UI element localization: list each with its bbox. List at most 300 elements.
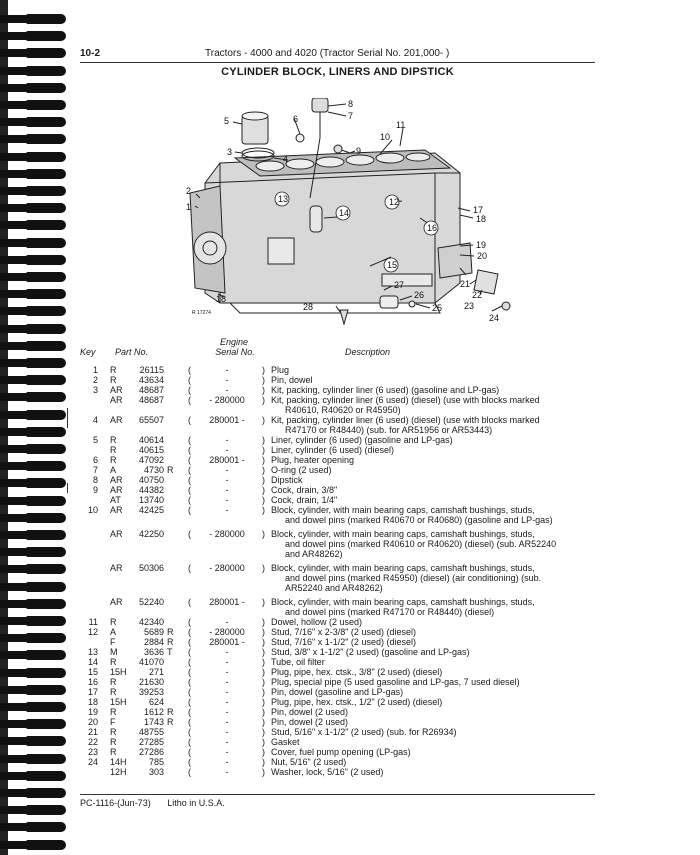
part-prefix-cell: AR bbox=[110, 597, 123, 607]
paren-open: ( bbox=[188, 627, 191, 637]
serial-value: - 280000 bbox=[209, 627, 245, 637]
description-cell: Plug, pipe, hex. ctsk., 3/8" (2 used) (diesel) bbox=[271, 667, 443, 677]
table-row bbox=[80, 465, 600, 475]
binding-coil bbox=[26, 719, 66, 729]
page-header bbox=[80, 48, 595, 62]
paren-close: ) bbox=[262, 717, 265, 727]
key-cell: 16 bbox=[87, 677, 98, 687]
part-number-cell: 624 bbox=[148, 697, 164, 707]
part-number-cell: 39253 bbox=[138, 687, 164, 697]
figure-id: R 17274 bbox=[192, 310, 211, 316]
serial-value: - bbox=[225, 385, 229, 395]
paren-close: ) bbox=[262, 395, 265, 405]
part-prefix-cell: A bbox=[110, 465, 117, 475]
paren-close: ) bbox=[262, 657, 265, 667]
description-cell: Stud, 7/16" x 2-3/8" (2 used) (diesel) bbox=[271, 627, 416, 637]
table-row-continuation bbox=[80, 607, 600, 617]
part-prefix-cell: R bbox=[110, 687, 117, 697]
paren-open: ( bbox=[188, 657, 191, 667]
binding-coil bbox=[26, 668, 66, 678]
table-row bbox=[80, 757, 600, 767]
part-prefix-cell: 15H bbox=[110, 697, 127, 707]
table-row bbox=[80, 667, 600, 677]
part-number-cell: 3636 bbox=[143, 647, 164, 657]
part-prefix-cell: 14H bbox=[110, 757, 127, 767]
key-cell: 19 bbox=[87, 707, 98, 717]
col-serial-no: Serial No. bbox=[215, 347, 255, 357]
binding-coil bbox=[26, 203, 66, 213]
part-prefix-cell: AR bbox=[110, 395, 123, 405]
table-row-continuation bbox=[80, 549, 600, 559]
part-number-cell: 48755 bbox=[138, 727, 164, 737]
part-prefix-cell: R bbox=[110, 677, 117, 687]
callout-20: 20 bbox=[477, 251, 488, 261]
paren-open: ( bbox=[188, 597, 191, 607]
key-cell: 20 bbox=[87, 717, 98, 727]
part-prefix-cell: 12H bbox=[110, 767, 127, 777]
description-cell: Liner, cylinder (6 used) (diesel) bbox=[271, 445, 395, 455]
serial-value: - bbox=[225, 365, 229, 375]
callout-4: 4 bbox=[283, 154, 289, 164]
binding-coil bbox=[26, 461, 66, 471]
binding-coil bbox=[26, 564, 66, 574]
serial-value: - bbox=[225, 475, 229, 485]
serial-value: - bbox=[225, 495, 229, 505]
table-row bbox=[80, 767, 600, 777]
serial-value: - bbox=[225, 465, 229, 475]
paren-close: ) bbox=[262, 707, 265, 717]
paren-open: ( bbox=[188, 365, 191, 375]
part-number-cell: 48687 bbox=[138, 395, 164, 405]
paren-open: ( bbox=[188, 385, 191, 395]
table-row bbox=[80, 707, 600, 717]
part-prefix-cell: F bbox=[110, 637, 116, 647]
table-row bbox=[80, 563, 600, 573]
binding-coil bbox=[26, 496, 66, 506]
paren-open: ( bbox=[188, 717, 191, 727]
serial-value: - bbox=[225, 707, 229, 717]
callout-2: 2 bbox=[186, 186, 192, 196]
part-suffix-cell: R bbox=[167, 465, 174, 475]
paren-open: ( bbox=[188, 505, 191, 515]
serial-value: 280001 - bbox=[209, 597, 245, 607]
part-prefix-cell: R bbox=[110, 375, 117, 385]
paren-open: ( bbox=[188, 637, 191, 647]
part-prefix-cell: AR bbox=[110, 529, 123, 539]
page-number: 10-2 bbox=[80, 48, 101, 59]
description-cell: Stud, 7/16" x 1-1/2" (2 used) (diesel) bbox=[271, 637, 416, 647]
table-row bbox=[80, 445, 600, 455]
part-prefix-cell: AR bbox=[110, 475, 123, 485]
callout-28: 28 bbox=[303, 302, 314, 312]
part-prefix-cell: R bbox=[110, 707, 117, 717]
part-prefix-cell: R bbox=[110, 747, 117, 757]
key-cell: 23 bbox=[87, 747, 98, 757]
part-number-cell: 40750 bbox=[138, 475, 164, 485]
paren-close: ) bbox=[262, 647, 265, 657]
serial-value: 280001 - bbox=[209, 455, 245, 465]
exploded-parts-diagram bbox=[160, 98, 520, 333]
callout-13: 13 bbox=[278, 194, 289, 204]
binding-coil bbox=[26, 100, 66, 110]
description-cell: Dowel, hollow (2 used) bbox=[271, 617, 363, 627]
callout-1: 1 bbox=[186, 202, 192, 212]
callout-25: 25 bbox=[432, 303, 443, 313]
paren-open: ( bbox=[188, 647, 191, 657]
table-row bbox=[80, 727, 600, 737]
part-number-cell: 27286 bbox=[138, 747, 164, 757]
part-number-cell: 5689 bbox=[143, 627, 164, 637]
paren-close: ) bbox=[262, 505, 265, 515]
binding-coil bbox=[26, 392, 66, 402]
col-key: Key bbox=[80, 347, 96, 357]
paren-open: ( bbox=[188, 737, 191, 747]
callout-27: 27 bbox=[394, 280, 405, 290]
part-number-cell: 785 bbox=[148, 757, 164, 767]
binding-coil bbox=[26, 306, 66, 316]
description-cell: Cover, fuel pump opening (LP-gas) bbox=[271, 747, 411, 757]
part-number-cell: 65507 bbox=[138, 415, 164, 425]
serial-value: - bbox=[225, 435, 229, 445]
footer-litho: Litho in U.S.A. bbox=[167, 798, 225, 808]
key-cell: 24 bbox=[87, 757, 98, 767]
part-number-cell: 42250 bbox=[138, 529, 164, 539]
callout-6: 6 bbox=[293, 114, 299, 124]
binding-coil bbox=[26, 358, 66, 368]
part-number-cell: 52240 bbox=[138, 597, 164, 607]
binding-coil bbox=[26, 788, 66, 798]
description-cell: Pin, dowel bbox=[271, 375, 313, 385]
binding-coil bbox=[26, 616, 66, 626]
serial-value: - bbox=[225, 505, 229, 515]
table-row bbox=[80, 687, 600, 697]
description-cell: Plug, heater opening bbox=[271, 455, 355, 465]
description-cell: Dipstick bbox=[271, 475, 303, 485]
key-cell: 2 bbox=[92, 375, 98, 385]
binding-coil bbox=[26, 83, 66, 93]
table-row bbox=[80, 737, 600, 747]
binding-coil bbox=[26, 822, 66, 832]
paren-close: ) bbox=[262, 627, 265, 637]
part-prefix-cell: R bbox=[110, 435, 117, 445]
binding-coil bbox=[26, 530, 66, 540]
table-row bbox=[80, 485, 600, 495]
binding-coil bbox=[26, 289, 66, 299]
description-cell: Pin, dowel (2 used) bbox=[271, 717, 349, 727]
key-cell: 3 bbox=[92, 385, 98, 395]
paren-close: ) bbox=[262, 529, 265, 539]
part-prefix-cell: AR bbox=[110, 505, 123, 515]
key-cell: 5 bbox=[92, 435, 98, 445]
table-row bbox=[80, 717, 600, 727]
paren-close: ) bbox=[262, 465, 265, 475]
key-cell: 8 bbox=[92, 475, 98, 485]
binding-coil bbox=[26, 324, 66, 334]
table-row bbox=[80, 529, 600, 539]
binding-coil bbox=[26, 238, 66, 248]
description-cell: Plug, special pipe (5 used gasoline and LP-gas, 7 used diesel) bbox=[271, 677, 520, 687]
paren-open: ( bbox=[188, 455, 191, 465]
binding-coil bbox=[26, 754, 66, 764]
part-number-cell: 26115 bbox=[139, 365, 164, 375]
callout-26: 26 bbox=[414, 290, 425, 300]
callout-8: 8 bbox=[348, 99, 354, 109]
col-engine: Engine bbox=[219, 337, 249, 347]
binding-coil bbox=[26, 478, 66, 488]
part-number-cell: 50306 bbox=[138, 563, 164, 573]
table-row bbox=[80, 495, 600, 505]
description-cell: Gasket bbox=[271, 737, 300, 747]
paren-close: ) bbox=[262, 767, 265, 777]
part-number-cell: 47092 bbox=[138, 455, 164, 465]
serial-value: - bbox=[225, 747, 229, 757]
part-prefix-cell: AT bbox=[110, 495, 121, 505]
binding-coil bbox=[26, 66, 66, 76]
serial-value: - bbox=[225, 647, 229, 657]
description-cell: Plug bbox=[271, 365, 290, 375]
table-row bbox=[80, 415, 600, 425]
paren-open: ( bbox=[188, 747, 191, 757]
paren-open: ( bbox=[188, 757, 191, 767]
description-cell: Block, cylinder, with main bearing caps, camshaft bushings, studs, bbox=[271, 597, 535, 607]
serial-value: - bbox=[225, 657, 229, 667]
table-row bbox=[80, 505, 600, 515]
part-number-cell: 43634 bbox=[138, 375, 164, 385]
page-footer bbox=[80, 798, 225, 808]
header-title: Tractors - 4000 and 4020 (Tractor Serial No. 201,000- ) bbox=[205, 48, 450, 59]
table-row bbox=[80, 617, 600, 627]
paren-open: ( bbox=[188, 667, 191, 677]
description-continuation: R40610, R40620 or R45950) bbox=[285, 405, 401, 415]
description-cell: Kit, packing, cylinder liner (6 used) (gasoline and LP-gas) bbox=[271, 385, 500, 395]
serial-value: - bbox=[225, 717, 229, 727]
part-number-cell: 48687 bbox=[138, 385, 164, 395]
description-cell: Stud, 3/8" x 1-1/2" (2 used) (gasoline and LP-gas) bbox=[271, 647, 470, 657]
part-prefix-cell: R bbox=[110, 737, 117, 747]
paren-open: ( bbox=[188, 395, 191, 405]
serial-value: - bbox=[225, 767, 229, 777]
paren-close: ) bbox=[262, 485, 265, 495]
spiral-binding bbox=[0, 0, 70, 855]
serial-value: - bbox=[225, 667, 229, 677]
key-cell: 18 bbox=[87, 697, 98, 707]
callout-17: 17 bbox=[473, 205, 484, 215]
part-prefix-cell: AR bbox=[110, 415, 123, 425]
part-suffix-cell: R bbox=[167, 637, 174, 647]
description-cell: Kit, packing, cylinder liner (6 used) (diesel) (use with blocks marked bbox=[271, 395, 540, 405]
part-number-cell: 21630 bbox=[138, 677, 164, 687]
binding-coil bbox=[26, 650, 66, 660]
paren-open: ( bbox=[188, 677, 191, 687]
callout-23: 23 bbox=[464, 301, 475, 311]
part-number-cell: 42425 bbox=[138, 505, 164, 515]
paren-open: ( bbox=[188, 563, 191, 573]
description-continuation: and dowel pins (marked R47170 or R48440) (diesel) bbox=[285, 607, 495, 617]
part-number-cell: 41070 bbox=[138, 657, 164, 667]
binding-coil bbox=[26, 272, 66, 282]
table-row bbox=[80, 747, 600, 757]
callout-7: 7 bbox=[348, 111, 354, 121]
description-cell: Block, cylinder, with main bearing caps, camshaft bushings, studs, bbox=[271, 505, 535, 515]
callout-10: 10 bbox=[380, 132, 391, 142]
part-number-cell: 27285 bbox=[138, 737, 164, 747]
key-cell: 12 bbox=[87, 627, 98, 637]
parts-list-table bbox=[80, 365, 600, 777]
key-cell: 21 bbox=[87, 727, 98, 737]
paren-close: ) bbox=[262, 365, 265, 375]
paren-close: ) bbox=[262, 385, 265, 395]
table-row bbox=[80, 365, 600, 375]
part-number-cell: 42340 bbox=[138, 617, 164, 627]
serial-value: - bbox=[225, 687, 229, 697]
part-prefix-cell: R bbox=[110, 445, 117, 455]
table-row bbox=[80, 455, 600, 465]
callout-24: 24 bbox=[489, 313, 500, 323]
section-title: CYLINDER BLOCK, LINERS AND DIPSTICK bbox=[221, 66, 454, 78]
paren-close: ) bbox=[262, 697, 265, 707]
paren-close: ) bbox=[262, 757, 265, 767]
description-cell: Pin, dowel (gasoline and LP-gas) bbox=[271, 687, 404, 697]
binding-coil bbox=[26, 117, 66, 127]
paren-open: ( bbox=[188, 465, 191, 475]
binding-coil bbox=[26, 736, 66, 746]
binding-coil bbox=[26, 48, 66, 58]
revision-bar bbox=[67, 483, 68, 493]
serial-value: - bbox=[225, 737, 229, 747]
part-prefix-cell: R bbox=[110, 365, 117, 375]
callout-22: 22 bbox=[472, 290, 483, 300]
serial-value: - 280000 bbox=[209, 529, 245, 539]
serial-value: - 280000 bbox=[209, 395, 245, 405]
table-row bbox=[80, 657, 600, 667]
table-row bbox=[80, 647, 600, 657]
binding-coil bbox=[26, 599, 66, 609]
callout-5: 5 bbox=[224, 116, 230, 126]
serial-value: - bbox=[225, 697, 229, 707]
serial-value: - bbox=[225, 677, 229, 687]
part-prefix-cell: F bbox=[110, 717, 116, 727]
paren-open: ( bbox=[188, 529, 191, 539]
binding-coil bbox=[26, 255, 66, 265]
binding-coil bbox=[26, 805, 66, 815]
paren-open: ( bbox=[188, 495, 191, 505]
table-row-continuation bbox=[80, 583, 600, 593]
col-description: Description bbox=[345, 347, 391, 357]
paren-close: ) bbox=[262, 637, 265, 647]
table-row-continuation bbox=[80, 405, 600, 415]
callout-21: 21 bbox=[460, 279, 471, 289]
description-cell: Cock, drain, 3/8" bbox=[271, 485, 338, 495]
part-number-cell: 271 bbox=[148, 667, 164, 677]
serial-value: - bbox=[225, 757, 229, 767]
description-cell: Pin, dowel (2 used) bbox=[271, 707, 349, 717]
paren-close: ) bbox=[262, 445, 265, 455]
part-prefix-cell: R bbox=[110, 657, 117, 667]
paren-close: ) bbox=[262, 737, 265, 747]
callout-18-right: 18 bbox=[476, 214, 487, 224]
paren-close: ) bbox=[262, 375, 265, 385]
part-prefix-cell: M bbox=[110, 647, 118, 657]
key-cell: 13 bbox=[87, 647, 98, 657]
description-cell: Washer, lock, 5/16" (2 used) bbox=[271, 767, 384, 777]
part-number-cell: 40614 bbox=[138, 435, 164, 445]
binding-coil bbox=[26, 220, 66, 230]
description-continuation: and dowel pins (marked R40610 or R40620) (diesel) (sub. AR52240 bbox=[285, 539, 557, 549]
key-cell: 6 bbox=[92, 455, 98, 465]
table-row-continuation bbox=[80, 425, 600, 435]
part-number-cell: 303 bbox=[148, 767, 164, 777]
paren-close: ) bbox=[262, 597, 265, 607]
description-continuation: AR52240 and AR48262) bbox=[285, 583, 383, 593]
paren-open: ( bbox=[188, 707, 191, 717]
paren-close: ) bbox=[262, 435, 265, 445]
paren-close: ) bbox=[262, 687, 265, 697]
serial-value: 280001 - bbox=[209, 415, 245, 425]
paren-close: ) bbox=[262, 563, 265, 573]
binding-coil bbox=[26, 427, 66, 437]
callout-14: 14 bbox=[339, 208, 350, 218]
paren-close: ) bbox=[262, 455, 265, 465]
paren-open: ( bbox=[188, 445, 191, 455]
description-continuation: and dowel pins (marked R45950) (diesel) (air conditioning) (sub. bbox=[285, 573, 542, 583]
description-continuation: and dowel pins (marked R40670 or R40680) (gasoline and LP-gas) bbox=[285, 515, 553, 525]
part-prefix-cell: R bbox=[110, 617, 117, 627]
paren-close: ) bbox=[262, 617, 265, 627]
callout-16: 16 bbox=[427, 223, 438, 233]
description-cell: Nut, 5/16" (2 used) bbox=[271, 757, 347, 767]
callout-11: 11 bbox=[396, 120, 406, 130]
part-number-cell: 2884 bbox=[143, 637, 164, 647]
binding-coil bbox=[26, 186, 66, 196]
part-number-cell: 4730 bbox=[143, 465, 164, 475]
table-row bbox=[80, 597, 600, 607]
paren-open: ( bbox=[188, 687, 191, 697]
paren-open: ( bbox=[188, 435, 191, 445]
description-cell: Kit, packing, cylinder liner (6 used) (diesel) (use with blocks marked bbox=[271, 415, 540, 425]
binding-coil bbox=[26, 410, 66, 420]
callout-9: 9 bbox=[356, 146, 362, 156]
description-continuation: R47170 or R48440) (sub. for AR51956 or AR53443) bbox=[285, 425, 493, 435]
description-cell: Stud, 5/16" x 1-1/2" (2 used) (sub. for R26934) bbox=[271, 727, 457, 737]
serial-value: - bbox=[225, 485, 229, 495]
table-row bbox=[80, 627, 600, 637]
serial-value: - bbox=[225, 727, 229, 737]
table-row bbox=[80, 677, 600, 687]
part-prefix-cell: AR bbox=[110, 485, 123, 495]
paren-close: ) bbox=[262, 667, 265, 677]
binding-coil bbox=[26, 582, 66, 592]
serial-value: - bbox=[225, 375, 229, 385]
serial-value: - 280000 bbox=[209, 563, 245, 573]
serial-value: - bbox=[225, 617, 229, 627]
key-cell: 1 bbox=[92, 365, 98, 375]
part-suffix-cell: R bbox=[167, 717, 174, 727]
part-prefix-cell: AR bbox=[110, 563, 123, 573]
revision-bar bbox=[67, 408, 68, 428]
table-row bbox=[80, 697, 600, 707]
paren-close: ) bbox=[262, 677, 265, 687]
part-suffix-cell: T bbox=[167, 647, 173, 657]
col-part-no: Part No. bbox=[115, 347, 149, 357]
key-cell: 22 bbox=[87, 737, 98, 747]
binding-coil bbox=[26, 513, 66, 523]
description-cell: Liner, cylinder (6 used) (gasoline and LP-gas) bbox=[271, 435, 453, 445]
binding-coil bbox=[26, 14, 66, 24]
paren-close: ) bbox=[262, 747, 265, 757]
key-cell: 10 bbox=[87, 505, 98, 515]
paren-open: ( bbox=[188, 727, 191, 737]
table-row bbox=[80, 385, 600, 395]
